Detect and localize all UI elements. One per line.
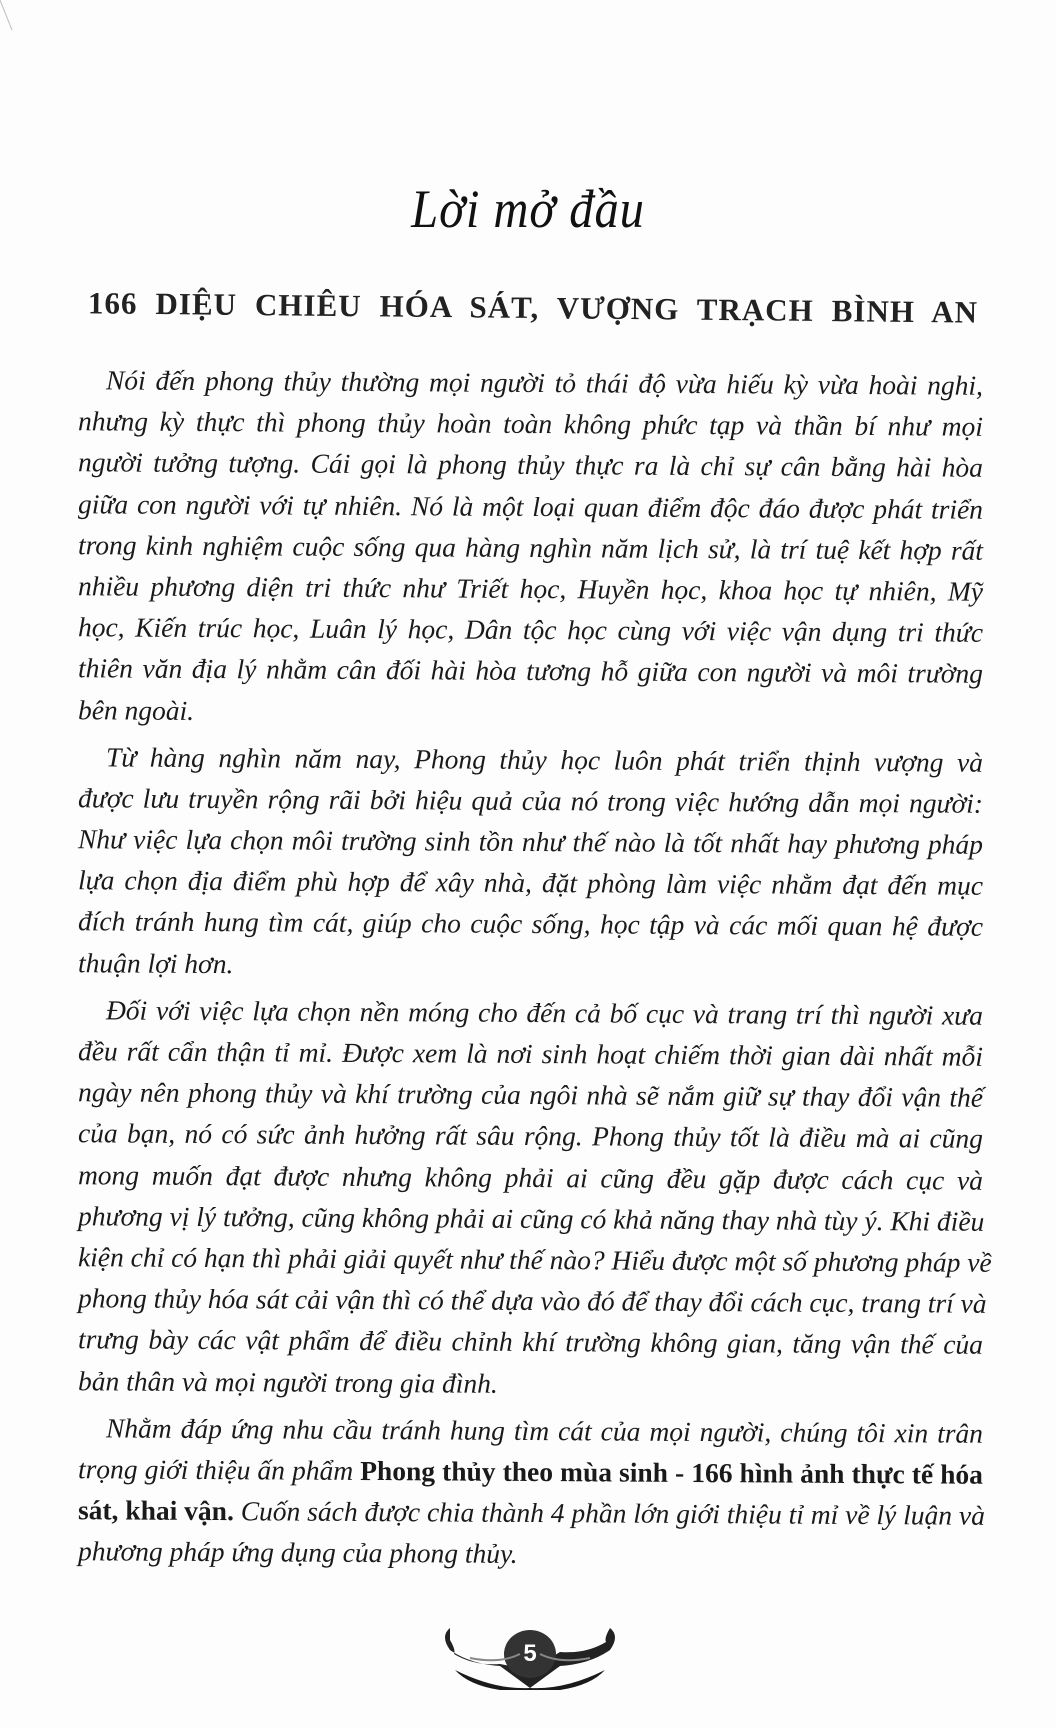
paragraph-line xyxy=(78,1319,983,1366)
paragraph-line xyxy=(78,1407,983,1454)
paragraph-line xyxy=(78,1071,983,1118)
paragraph-line xyxy=(78,689,983,736)
text-segment: Nói đến phong thủy thường mọi người tỏ thái độ vừa hiếu kỳ vừa hoài nghi, xyxy=(105,364,984,401)
text-segment: nhiều phương diện tri thức như Triết học, Huyền học, khoa học tự nhiên, Mỹ xyxy=(77,570,984,607)
paragraph-line xyxy=(78,359,983,406)
text-segment: giữa con người với tự nhiên. Nó là một loại quan điểm độc đáo được phát triển xyxy=(77,487,984,525)
text-segment: phương pháp ứng dụng của phong thủy. xyxy=(77,1535,518,1570)
page-title: Lời mở đầu xyxy=(411,179,645,239)
paragraph-line xyxy=(78,524,983,571)
paragraph-line xyxy=(78,1154,983,1201)
text-segment: đều rất cẩn thận tỉ mỉ. Được xem là nơi sinh hoạt chiếm thời gian dài nhất mỗi xyxy=(77,1035,984,1072)
paragraph-line xyxy=(78,1195,983,1242)
paragraph-line xyxy=(78,1489,983,1536)
text-segment: bản thân và mọi người trong gia đình. xyxy=(77,1364,498,1399)
bold-text-segment: Phong thủy theo mùa sinh - 166 hình ảnh thực tế hóa xyxy=(360,1454,984,1490)
text-segment: thiên văn địa lý nhằm cân đối hài hòa tương hỗ giữa con người và môi trường xyxy=(77,652,984,690)
paragraph-line xyxy=(78,901,983,948)
page-subtitle: 166 DIỆU CHIÊU HÓA SÁT, VƯỢNG TRẠCH BÌNH AN xyxy=(87,285,979,330)
text-segment: lựa chọn địa điểm phù hợp để xây nhà, đặt phòng làm việc nhằm đạt đến mục xyxy=(77,864,984,902)
text-segment: thuận lợi hơn. xyxy=(77,946,234,979)
paragraph-line xyxy=(78,1448,983,1495)
text-segment: Từ hàng nghìn năm nay, Phong thủy học luôn phát triển thịnh vượng và xyxy=(105,741,984,778)
page-number: 5 xyxy=(523,1640,537,1667)
paragraph-line xyxy=(77,1236,992,1283)
bold-text-segment: sát, khai vận. xyxy=(77,1494,234,1527)
text-segment: nhưng kỳ thực thì phong thủy hoàn toàn không phức tạp và thần bí như mọi xyxy=(77,405,984,442)
text-segment: đích tránh hung tìm cát, giúp cho cuộc sống, học tập và các mối quan hệ được xyxy=(77,905,984,943)
text-segment: trưng bày các vật phẩm để điều chỉnh khí trường không gian, tăng vận thế của xyxy=(77,1323,984,1361)
paragraph-line xyxy=(78,859,983,906)
page-corner-mark xyxy=(0,0,14,40)
paragraph-line xyxy=(78,989,983,1036)
text-segment: được lưu truyền rộng rãi bởi hiệu quả của nó trong việc hướng dẫn mọi người: xyxy=(77,782,984,819)
text-segment: Nhằm đáp ứng nhu cầu tránh hung tìm cát của mọi người, chúng tôi xin trân xyxy=(105,1412,984,1449)
text-segment: trong kinh nghiệm cuộc sống qua hàng nghìn năm lịch sử, là trí tuệ kết hợp rất xyxy=(77,528,984,566)
page-number-ornament xyxy=(430,1618,630,1690)
paragraph-line xyxy=(78,1360,983,1407)
paragraph-line xyxy=(78,818,983,865)
text-segment: học, Kiến trúc học, Luân lý học, Dân tộc học cùng với việc vận dụng tri thức xyxy=(77,611,984,648)
text-segment: Đối với việc lựa chọn nền móng cho đến cả bố cục và trang trí thì người xưa xyxy=(105,994,984,1031)
text-segment: bên ngoài. xyxy=(77,693,195,726)
text-segment: Cuốn sách được chia thành 4 phần lớn giới thiệu tỉ mỉ về lý luận và xyxy=(233,1495,985,1531)
text-segment: ngày nên phong thủy và khí trường của ngôi nhà sẽ nắm giữ sự thay đổi vận thế xyxy=(77,1076,984,1113)
text-segment: mong muốn đạt được nhưng không phải ai cũng đều gặp được cách cục và xyxy=(77,1158,984,1196)
paragraph-line xyxy=(78,565,983,612)
paragraph-line xyxy=(78,442,983,489)
paragraph-line xyxy=(77,1277,987,1324)
paragraph-line xyxy=(78,1030,983,1077)
text-segment: kiện chỉ có hạn thì phải giải quyết như thế nào? Hiểu được một số phương pháp về xyxy=(77,1241,992,1278)
text-segment: của bạn, nó có sức ảnh hưởng rất sâu rộng. Phong thủy tốt là điều mà ai cũng xyxy=(77,1117,984,1155)
paragraph-line xyxy=(78,606,983,653)
text-segment: người tưởng tượng. Cái gọi là phong thủy thực ra là chỉ sự cân bằng hài hòa xyxy=(77,446,984,484)
text-segment: Như việc lựa chọn môi trường sinh tồn như thế nào là tốt nhất hay phương pháp xyxy=(77,823,984,860)
paragraph-line xyxy=(78,648,983,695)
paragraph-line xyxy=(78,1530,983,1577)
body-text xyxy=(77,362,992,1574)
paragraph-line xyxy=(78,942,983,989)
paragraph-line xyxy=(78,777,983,824)
paragraph-line xyxy=(78,736,983,783)
text-segment: trọng giới thiệu ấn phẩm xyxy=(77,1453,361,1486)
paragraph-line xyxy=(78,400,983,447)
text-segment: phương vị lý tưởng, cũng không phải ai cũng có khả năng thay nhà tùy ý. Khi điều xyxy=(77,1199,985,1237)
paragraph-line xyxy=(78,1113,983,1160)
paragraph-line xyxy=(78,483,983,530)
text-segment: phong thủy hóa sát cải vận thì có thể dựa vào đó để thay đổi cách cục, trang trí và xyxy=(77,1282,987,1319)
